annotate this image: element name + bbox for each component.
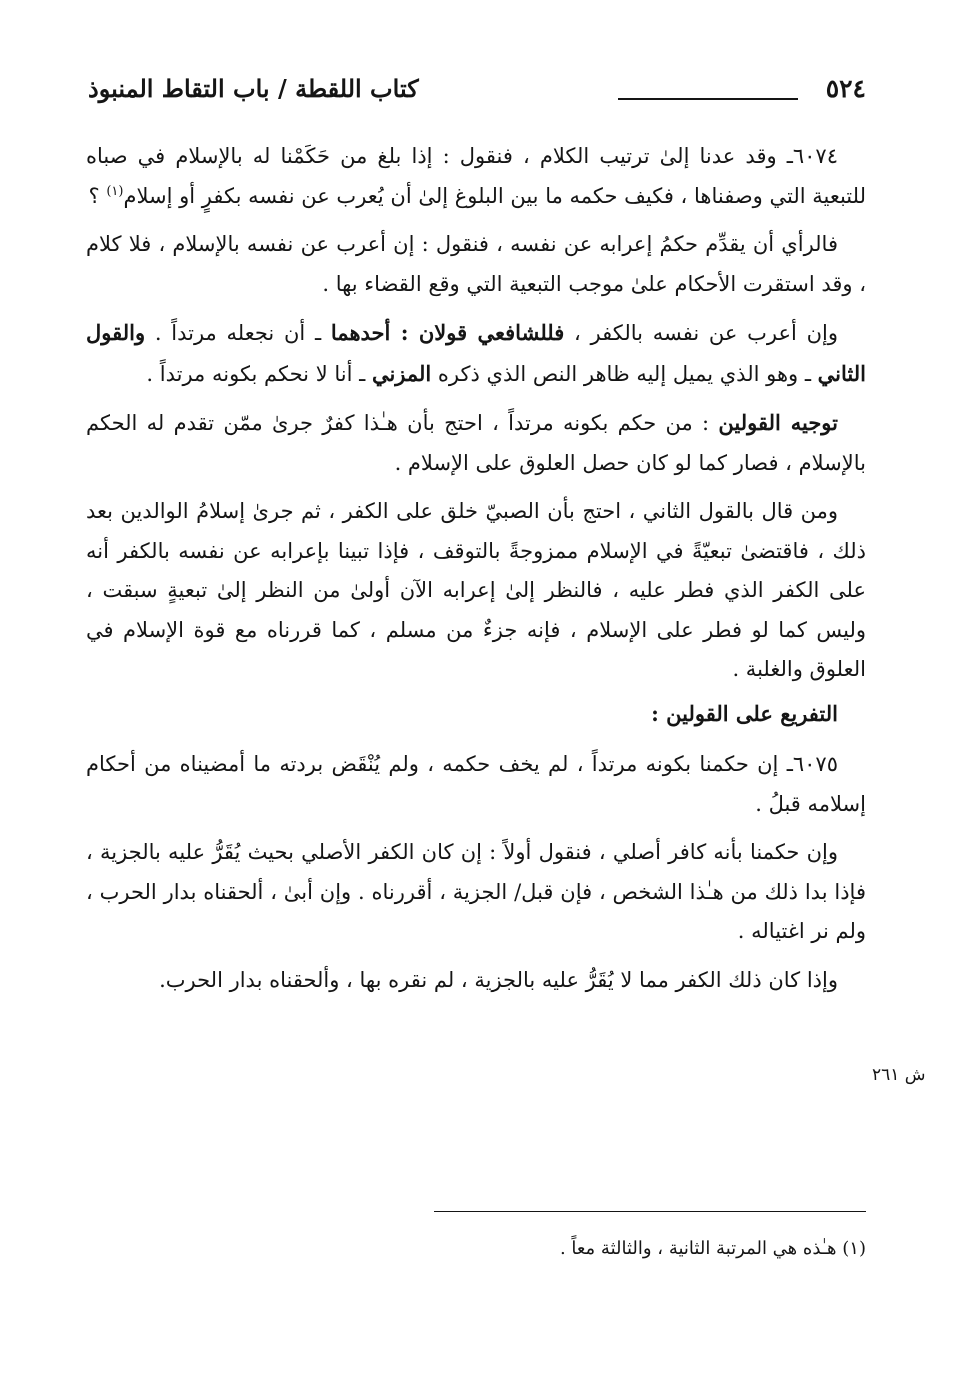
paragraph: وإذا كان ذلك الكفر مما لا يُقَرُّ عليه بالجزية ، لم نقره بها ، وألحقناه بدار الحرب. [159, 967, 838, 992]
paragraph: ومن قال بالقول الثاني ، احتج بأن الصبيّ خلق على الكفر ، ثم جرىٰ إسلامُ الوالدين بعد ذلك ، فاقتضىٰ تبعيّةً في الإسلام ممزوجةً بالتوقف ، فإذا تبينا بإعرابه عن نفسه بالكفر أنه على الكفر الذي فطر عليه ، فالنظر إلىٰ إعرابه الآن أولىٰ من النظر إلىٰ تبعيةٍ سبقت ، وليس كما لو فطر على الإسلام ، فإنه جزءٌ من مسلم ، كما قررناه مع قوة الإسلام في العلوق والغلبة . [86, 499, 867, 681]
footnote: (١) هـٰذه هي المرتبة الثانية ، والثالثة معاً . [559, 1238, 866, 1259]
paragraph-two-opinions: وإن أعرب عن نفسه بالكفر ، فللشافعي قولان : أحدهما ـ أن نجعله مرتداً . والقول الثاني ـ وهو الذي يميل إليه ظاهر النص الذي ذكره المزني ـ أنا لا نحكم بكونه مرتداً . [86, 320, 866, 386]
footnote-ref: (١) [106, 183, 124, 199]
paragraph-6074: ٦٠٧٤ـ وقد عدنا إلىٰ ترتيب الكلام ، فنقول : إذا بلغ من حَكَمْنا له بالإسلام في صباه للتبعية التي وصفناها ، فكيف حكمه ما بين البلوغ إلىٰ أن يُعرب عن نفسه بكفرٍ أو إسلام$^{(١)}$ ؟ [86, 144, 866, 208]
page-number: ٥٢٤ [825, 74, 866, 103]
running-title: كتاب اللقطة / باب التقاط المنبوذ [88, 74, 419, 103]
header-rule [618, 98, 798, 100]
footnote-divider [434, 1211, 866, 1212]
margin-note: ش ٢٦١ [872, 1065, 926, 1085]
paragraph-6075: ٦٠٧٥ـ إن حكمنا بكونه مرتداً ، لم يخف حكمه ، ولم يُنْقَض بردته ما أمضيناه من أحكام إسلامه قبلُ . [86, 752, 866, 816]
paragraph: فالرأي أن يقدِّم حكمُ إعرابه عن نفسه ، فنقول : إن أعرب عن نفسه بالإسلام ، فلا كلام ، وقد استقرت الأحكام علىٰ موجب التبعية التي وقع القضاء بها . [86, 232, 866, 296]
paragraph: وإن حكمنا بأنه كافر أصلي ، فنقول أولاً : إن كان الكفر الأصلي بحيث يُقَرُّ عليه بالجزية ، فإذا بدا ذلك من هـٰذا الشخص ، فإن قبل/ الجزية ، أقررناه . وإن أبىٰ ، ألحقناه بدار الحرب ، ولم نر اغتياله . [86, 840, 866, 943]
main-text [86, 137, 866, 1009]
paragraph-justification: توجيه القولين : من حكم بكونه مرتداً ، احتج بأن هـٰذا كفرٌ جرىٰ ممّن تقدم له الحكم بالإسلام ، فصار كما لو كان حصل العلوق على الإسلام . [86, 410, 866, 475]
section-heading: التفريع على القولين : [651, 700, 838, 726]
page-header [88, 70, 866, 110]
